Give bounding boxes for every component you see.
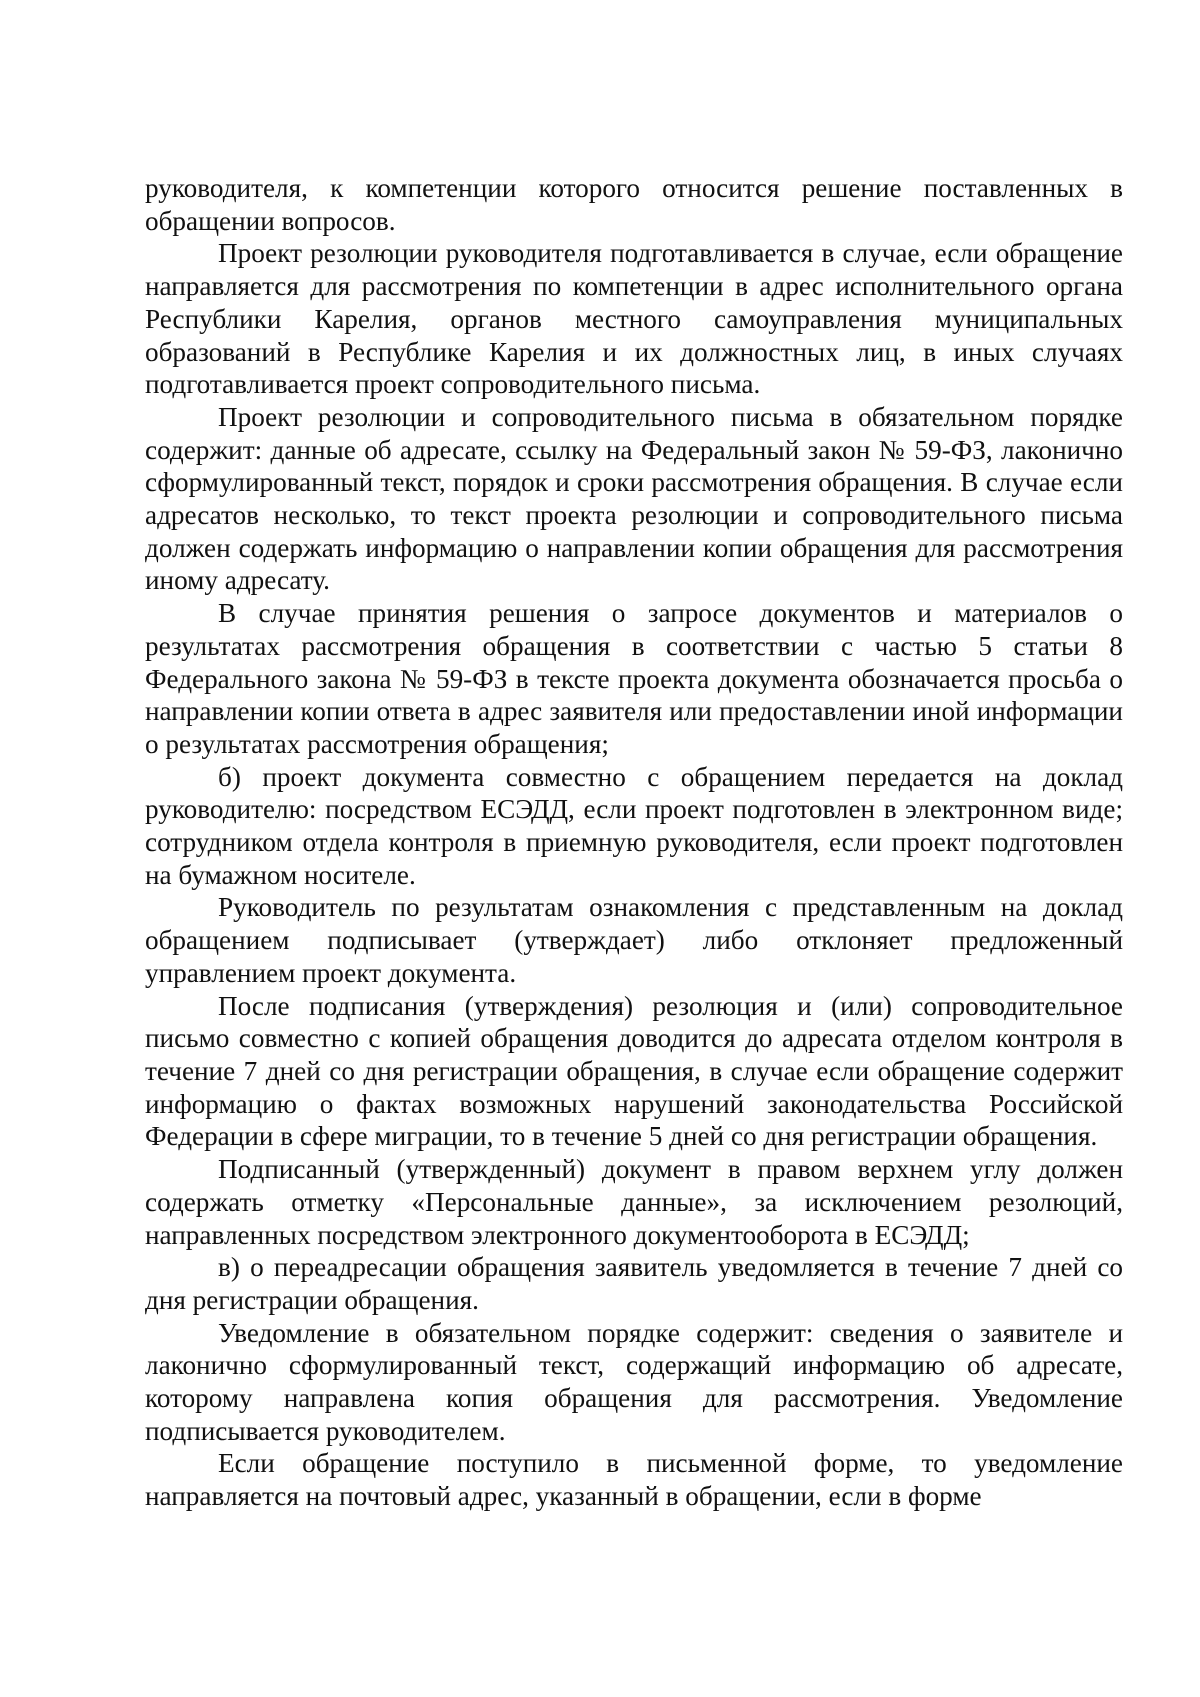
paragraph-resolution-draft: Проект резолюции руководителя подготавливается в случае, если обращение направляется для рассмотрения по компетенции в адрес исполнительного органа Республики Карелия, органов местного самоуправления муниципальных образований в Республике Карелия и их должностных лиц, в иных случаях подготавливается проект сопроводительного письма. [145,238,1123,400]
paragraph-written-form: Если обращение поступило в письменной форме, то уведомление направляется на почтовый адрес, указанный в обращении, если в форме [145,1448,1123,1512]
document-body [145,172,1123,1513]
paragraph-draft-contents: Проект резолюции и сопроводительного письма в обязательном порядке содержит: данные об адресате, ссылку на Федеральный закон № 59-ФЗ, лаконично сформулированный текст, порядок и сроки рассмотрения обращения. В случае если адресатов несколько, то текст проекта резолюции и сопроводительного письма должен содержать информацию о направлении копии обращения для рассмотрения иному адресату. [145,401,1123,596]
paragraph-item-b: б) проект документа совместно с обращением передается на доклад руководителю: посредством ЕСЭДД, если проект подготовлен в электронном виде; сотрудником отдела контроля в приемную руководителя, если проект подготовлен на бумажном носителе. [145,761,1123,890]
paragraph-head-review: Руководитель по результатам ознакомления с представленным на доклад обращением подписывает (утверждает) либо отклоняет предложенный управлением проект документа. [145,892,1123,988]
paragraph-document-request: В случае принятия решения о запросе документов и материалов о результатах рассмотрения обращения в соответствии с частью 5 статьи 8 Федерального закона № 59-ФЗ в тексте проекта документа обозначается просьба о направлении копии ответа в адрес заявителя или предоставлении иной информации о результатах рассмотрения обращения; [145,598,1123,759]
paragraph-after-signing: После подписания (утверждения) резолюция и (или) сопроводительное письмо совместно с копией обращения доводится до адресата отделом контроля в течение 7 дней со дня регистрации обращения, в случае если обращение содержит информацию о фактах возможных нарушений законодательства Российской Федерации в сфере миграции, то в течение 5 дней со дня регистрации обращения. [145,990,1123,1152]
paragraph-signed-document-mark: Подписанный (утвержденный) документ в правом верхнем углу должен содержать отметку «Персональные данные», за исключением резолюций, направленных посредством электронного документооборота в ЕСЭДД; [145,1154,1123,1250]
paragraph-notification-contents: Уведомление в обязательном порядке содержит: сведения о заявителе и лаконично сформулированный текст, содержащий информацию об адресате, которому направлена копия обращения для рассмотрения. Уведомление подписывается руководителем. [145,1317,1123,1446]
paragraph-continuation: руководителя, к компетенции которого относится решение поставленных в обращении вопросов. [145,173,1123,236]
paragraph-item-v: в) о переадресации обращения заявитель уведомляется в течение 7 дней со дня регистрации обращения. [145,1252,1123,1315]
